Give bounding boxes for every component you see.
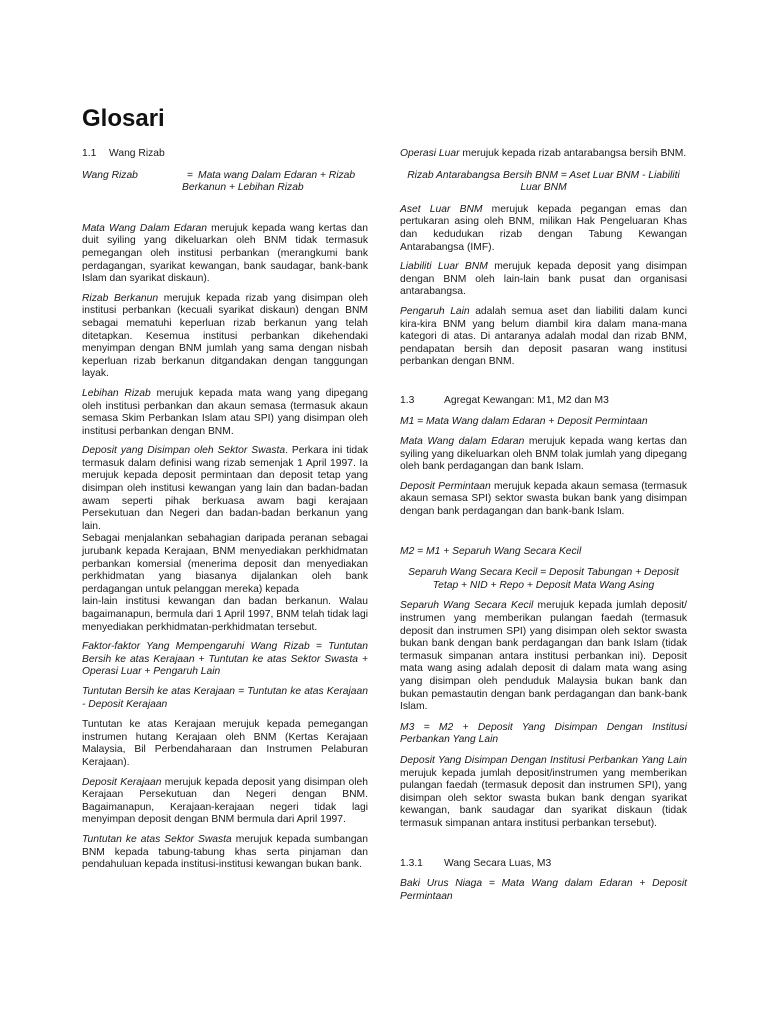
equals-sign: = — [488, 878, 495, 890]
term: Deposit Permintaan — [400, 480, 491, 492]
term: Lebihan Rizab — [82, 387, 151, 399]
page-title: Glosari — [82, 105, 165, 132]
term: Liabiliti Luar BNM — [400, 261, 488, 273]
paragraph-operasi-luar — [400, 148, 687, 161]
paragraph-deposit-permintaan — [400, 481, 687, 519]
formula-rhs: Mata Wang dalam Edaran + Deposit Permintaan — [400, 878, 687, 902]
paragraph-liabiliti-luar — [400, 261, 687, 299]
term: Deposit Yang Disimpan Dengan Institusi Perbankan Yang Lain — [400, 754, 687, 766]
term: Mata Wang Dalam Edaran — [82, 222, 208, 234]
paragraph-deposit-institusi-lain — [400, 755, 687, 831]
paragraph-jurubank: Sebagai menjalankan sebahagian daripada peranan sebagai jurubank kepada Kerajaan, BNM menyediakan perkhidmatan perbankan komersial (menerima deposit dan menyediakan perkhidmatan yang biasanya dijalankan oleh bank perdagangan untuk pelanggan mereka) kepada — [82, 533, 368, 595]
paragraph-deposit-kerajaan — [82, 777, 368, 827]
definition: merujuk kepada wang kertas dan duit syiling yang dikeluarkan oleh BNM tidak termasuk pemegangan oleh institusi perbankan (merangkumi bank perdagangan, syarikat kewangan, bank saudagar, bank-bank Islam dan syarikat diskaun). — [82, 222, 368, 285]
term: Deposit Kerajaan — [82, 776, 162, 788]
term: Aset Luar BNM — [400, 203, 483, 215]
section-heading-1-3-1 — [400, 858, 687, 871]
term: Rizab Berkanun — [82, 292, 159, 304]
term: Mata Wang dalam Edaran — [400, 436, 525, 448]
formula-baki-urus-niaga — [400, 878, 687, 903]
term: Operasi Luar — [400, 148, 460, 159]
definition: . Perkara ini tidak termasuk dalam definisi wang rizab semenjak 1 April 1997. Ia merujuk kepada deposit permintaan dan deposit tetap yang disimpan oleh institusi kewangan yang lain dan badan-badan awam seperti pihak berkuasa awam bagi kerajaan Persekutuan dan Negeri dan badan-badan berkanun yang lain. — [82, 445, 368, 532]
paragraph-rizab-berkanun — [82, 293, 368, 381]
term: Deposit yang Disimpan oleh Sektor Swasta — [82, 445, 286, 457]
paragraph-aset-luar — [400, 204, 687, 254]
paragraph-pengaruh-lain — [400, 306, 687, 369]
equals-sign: = — [186, 169, 193, 181]
formula-faktor-wang-rizab: Faktor-faktor Yang Mempengaruhi Wang Rizab = Tuntutan Bersih ke atas Kerajaan + Tuntutan ke atas Sektor Swasta + Operasi Luar + Pengaruh Lain — [82, 641, 368, 678]
definition: merujuk kepada deposit yang disimpan dengan BNM oleh lain-lain bank pusat dan organisasi antarabangsa. — [400, 261, 687, 298]
section-heading-1-3 — [400, 395, 687, 408]
formula-rizab-antarabangsa: Rizab Antarabangsa Bersih BNM = Aset Luar BNM - Liabiliti Luar BNM — [407, 169, 680, 194]
paragraph-separuh-wang — [400, 600, 687, 713]
definition: merujuk kepada rizab antarabangsa bersih BNM. — [459, 148, 687, 159]
paragraph-tuntutan-ke-atas-kerajaan: Tuntutan ke atas Kerajaan merujuk kepada pemegangan instrumen hutang Kerajaan oleh BNM (Kertas Kerajaan Malaysia, Bil Perbendaharaan dan Instrumen Pelaburan Kerajaan). — [82, 719, 368, 768]
definition: merujuk kepada akaun semasa (termasuk akaun semasa SPI) sektor swasta bukan bank yang disimpan dengan bank perdagangan dan bank-bank Islam. — [400, 480, 687, 518]
term: Separuh Wang Secara Kecil — [400, 600, 534, 612]
section-title: Wang Secara Luas, M3 — [444, 857, 552, 869]
formula-m2: M2 = M1 + Separuh Wang Secara Kecil — [400, 545, 582, 557]
formula-lhs: Baki Urus Niaga — [400, 878, 483, 890]
left-column — [82, 145, 368, 872]
section-heading-1-1 — [82, 148, 368, 161]
formula-rhs — [182, 170, 368, 195]
section-number: 1.3.1 — [400, 857, 423, 869]
right-column — [400, 145, 687, 903]
paragraph-m1-mata-wang — [400, 436, 687, 474]
paragraph-lebihan-rizab — [82, 388, 368, 438]
definition: merujuk kepada jumlah deposit/ instrumen yang memberikan pulangan faedah (termasuk deposit dan instrumen SPI) yang disimpan oleh sektor swasta bukan bank dengan bank perdagangan dan bank Islam (tidak termasuk simpanan antara institusi perbankan ini). Deposit mata wang asing adalah deposit di dalam mata wang asing yang disimpan oleh penduduk Malaysia bukan bank dan bukan pemastautin dengan bank perdagangan dan bank-bank Islam. — [400, 600, 687, 713]
formula-wang-rizab — [82, 170, 368, 195]
definition: merujuk kepada mata wang yang dipegang oleh institusi perbankan dan akaun semasa (termasuk akaun semasa Skim Perbankan Islam atau SPI) yang disimpan oleh institusi perbankan dengan BNM. — [82, 387, 368, 437]
section-title: Agregat Kewangan: M1, M2 dan M3 — [444, 394, 609, 406]
section-title: Wang Rizab — [109, 148, 165, 159]
formula-rhs-text: Mata wang Dalam Edaran + Rizab Berkanun + Lebihan Rizab — [182, 169, 356, 194]
paragraph-institusi-lain: lain-lain institusi kewangan dan badan berkanun. Walau bagaimanapun, bermula dari 1 April 1997, BNM telah tidak lagi menyediakan perkhidmatan-perkhidmatan tersebut. — [82, 596, 368, 633]
definition: merujuk kepada jumlah deposit/instrumen yang memberikan pulangan faedah (termasuk deposit dan instrumen SPI), yang disimpan oleh sektor swasta bukan bank dengan syarikat kewangan, bank saudagar dan syarikat diskaun (tidak termasuk simpanan antara institusi perbankan tersebut). — [400, 767, 687, 829]
definition: merujuk kepada wang kertas dan syiling yang dikeluarkan oleh BNM tolak jumlah yang dipegang oleh bank perdagangan dan bank Islam. — [400, 436, 688, 473]
formula-text — [400, 878, 687, 903]
formula-m1: M1 = Mata Wang dalam Edaran + Deposit Permintaan — [400, 415, 648, 427]
formula-lhs: Wang Rizab — [82, 169, 138, 181]
section-number: 1.3 — [400, 394, 415, 406]
paragraph-mata-wang — [82, 223, 368, 286]
term: Tuntutan ke atas Sektor Swasta — [82, 833, 232, 845]
definition: merujuk kepada pegangan emas dan pertukaran asing oleh BNM, milikan Hak Pengeluaran Khas dan kedudukan rizab dengan Tabung Kewangan Antarabangsa (IMF). — [400, 203, 687, 253]
definition: merujuk kepada sumbangan BNM kepada tabung-tabung khas serta pinjaman dan pendahuluan kepada institusi-institusi kewangan bukan bank. — [82, 833, 368, 871]
formula-separuh-wang: Separuh Wang Secara Kecil = Deposit Tabungan + Deposit Tetap + NID + Repo + Deposit Mata Wang Asing — [408, 567, 679, 591]
definition: merujuk kepada rizab yang disimpan oleh institusi perbankan (kecuali syarikat diskaun) dengan BNM sebagai mematuhi keperluan rizab berkanun yang telah ditetapkan. Kesemua institusi perbankan dikehendaki menyimpan dengan BNM jumlah yang sama dengan nisbah keperluan rizab berkanun ditgandakan dengan tanggungan layak. — [82, 292, 368, 380]
definition: adalah semua aset dan liabiliti dalam kunci kira-kira BNM yang belum diambil kira dalam mana-mana kategori di atas. Di antaranya adalah modal dan rizab BNM, pendapatan bersih dan deposit pasaran wang institusi perbankan dengan BNM. — [400, 305, 687, 368]
section-number: 1.1 — [82, 148, 97, 159]
formula-m3: M3 = M2 + Deposit Yang Disimpan Dengan Institusi Perbankan Yang Lain — [400, 721, 687, 746]
definition: merujuk kepada deposit yang disimpan oleh Kerajaan Persekutuan dan Negeri dengan BNM. Bagaimanapun, Kerajaan-kerajaan negeri tidak lagi menyimpan deposit dengan BNM bermula dari April 1997. — [82, 776, 368, 826]
term: Pengaruh Lain — [400, 305, 470, 317]
paragraph-deposit-sektor-swasta — [82, 445, 368, 533]
paragraph-tuntutan-sektor-swasta — [82, 834, 368, 872]
formula-tuntutan-bersih: Tuntutan Bersih ke atas Kerajaan = Tuntutan ke atas Kerajaan - Deposit Kerajaan — [82, 685, 368, 710]
